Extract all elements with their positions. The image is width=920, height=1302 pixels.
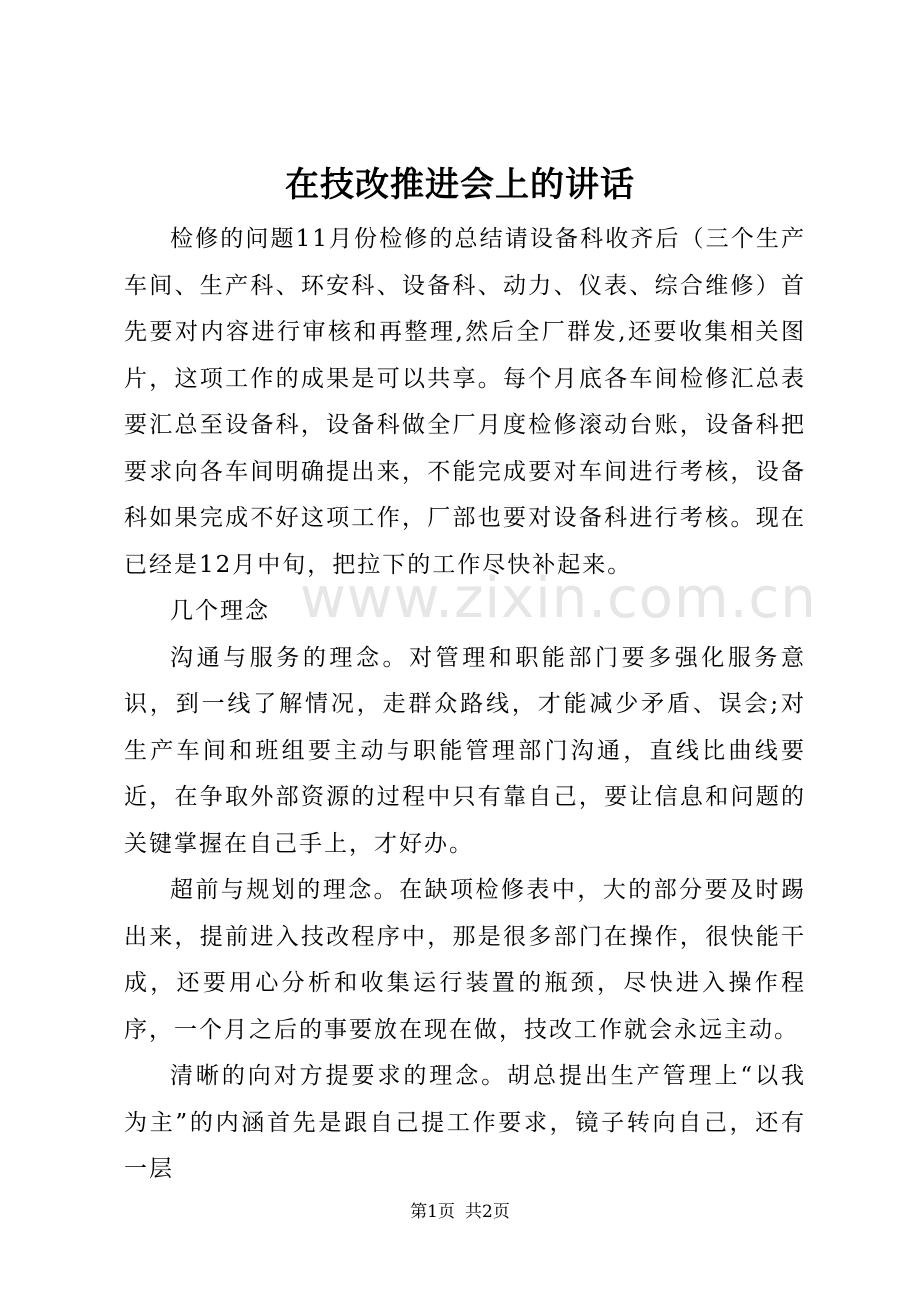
document-title: 在技改推进会上的讲话	[285, 165, 635, 205]
paragraph-maintenance: 检修的问题11月份检修的总结请设备科收齐后（三个生产车间、生产科、环安科、设备科、动力、仪表、综合维修）首先要对内容进行审核和再整理,然后全厂群发,还要收集相关图片，这项工作的成果是可以共享。每个月底各车间检修汇总表要汇总至设备科，设备科做全厂月度检修滚动台账，设备科把要求向各车间明确提出来，不能完成要对车间进行考核，设备科如果完成不好这项工作，厂部也要对设备科进行考核。现在已经是12月中旬，把拉下的工作尽快补起来。	[124, 226, 806, 578]
watermark: www.zixin.com.cn	[300, 566, 817, 631]
paragraph-planning: 超前与规划的理念。在缺项检修表中，大的部分要及时踢出来，提前进入技改程序中，那是很多部门在操作，很快能干成，还要用心分析和收集运行装置的瓶颈，尽快进入操作程序，一个月之后的事要放在现在做，技改工作就会永远主动。	[124, 877, 806, 1043]
paragraph-concepts-heading: 几个理念	[170, 598, 270, 624]
paragraph-communication: 沟通与服务的理念。对管理和职能部门要多强化服务意识，到一线了解情况，走群众路线，才能减少矛盾、误会;对生产车间和班组要主动与职能管理部门沟通，直线比曲线要近，在争取外部资源的过程中只有靠自己，要让信息和问题的关键掌握在自己手上，才好办。	[124, 644, 806, 857]
paragraph-requirements: 清晰的向对方提要求的理念。胡总提出生产管理上“以我为主”的内涵首先是跟自己提工作要求，镜子转向自己，还有一层	[124, 1063, 806, 1182]
page-total: 共2页	[465, 1202, 510, 1222]
document-body	[124, 216, 817, 1193]
page-footer	[0, 1200, 920, 1224]
page-number: 第1页	[410, 1202, 455, 1222]
